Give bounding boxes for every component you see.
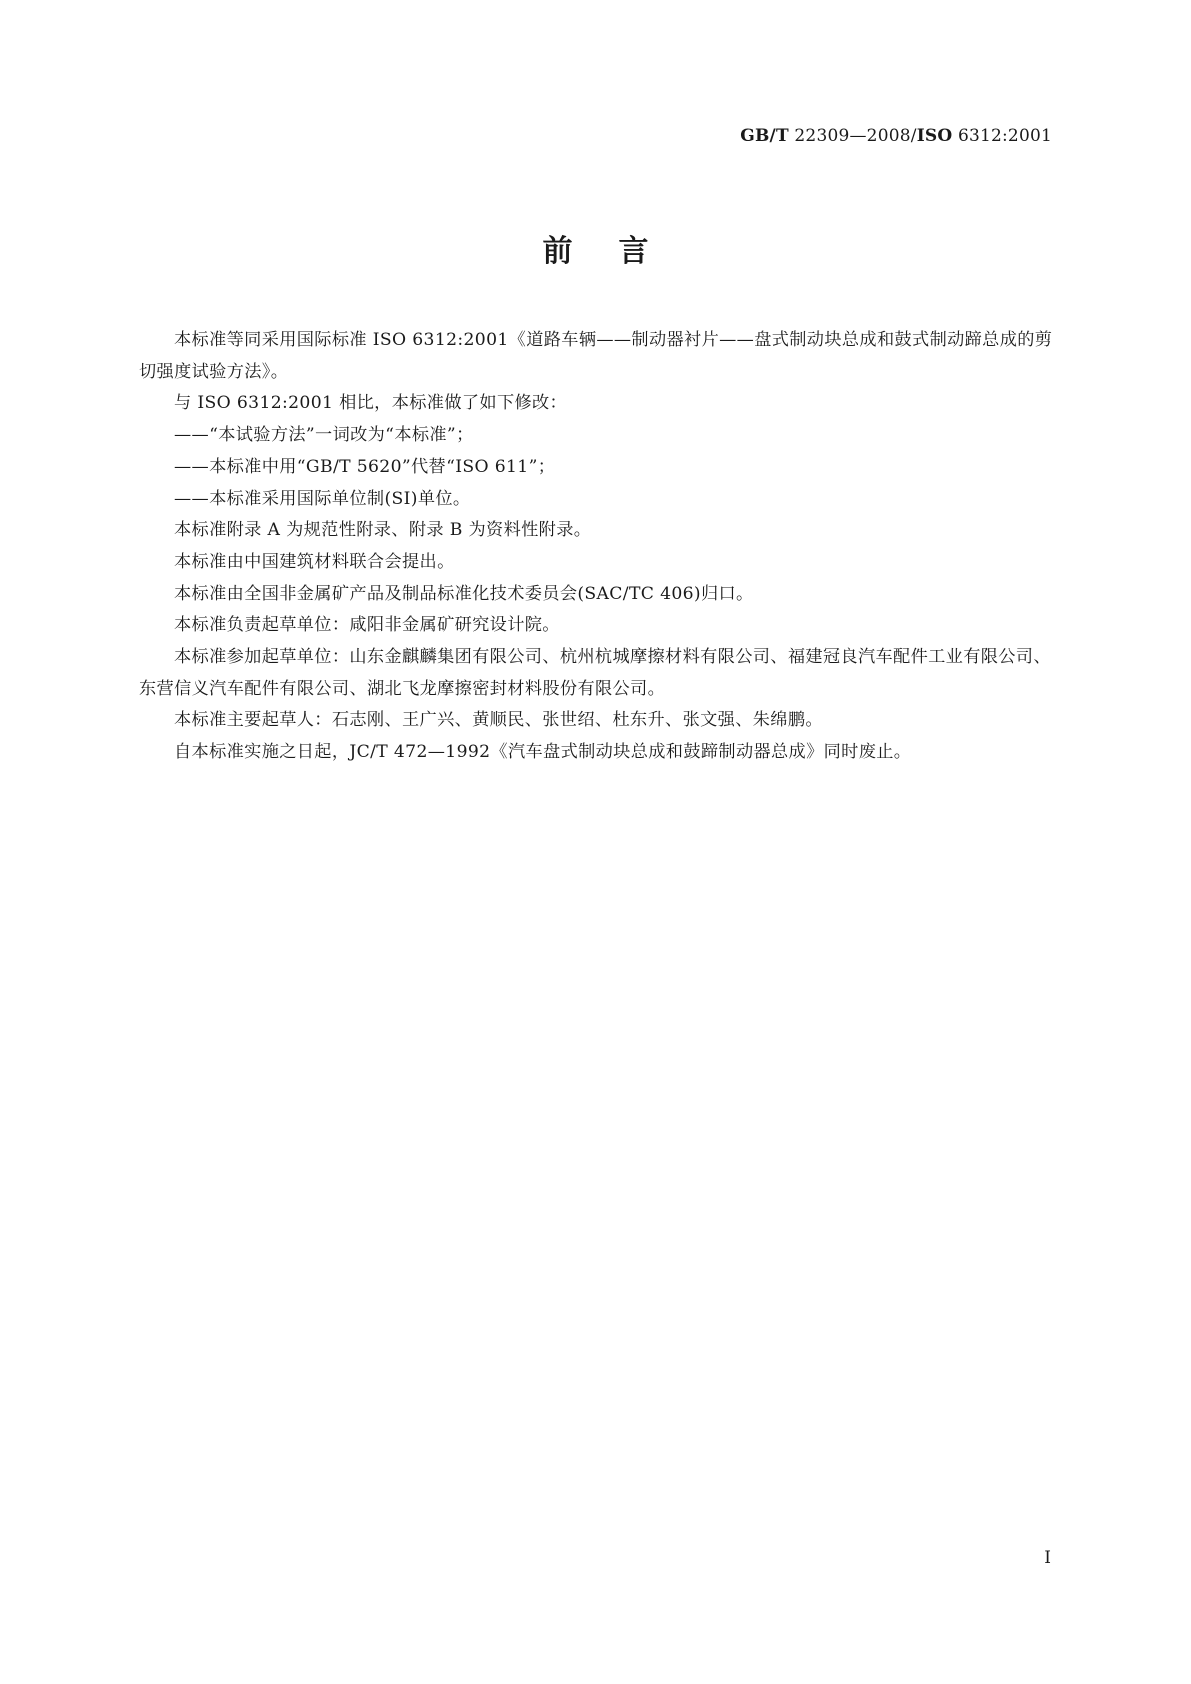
paragraph-proposer: 本标准由中国建筑材料联合会提出。 [174,551,455,572]
paragraph-annexes: 本标准附录 A 为规范性附录、附录 B 为资料性附录。 [174,520,592,541]
std-prefix: GB/T [740,126,789,146]
paragraph-adoption: 本标准等同采用国际标准 ISO 6312:2001《道路车辆——制动器衬片——盘式制动块总成和鼓式制动蹄总成的剪切强度试验方法》。 [139,330,1053,382]
paragraph-supersession: 自本标准实施之日起，JC/T 472—1992《汽车盘式制动块总成和鼓蹄制动器总成》同时废止。 [174,742,912,763]
paragraph-technical-committee: 本标准由全国非金属矿产品及制品标准化技术委员会(SAC/TC 406)归口。 [174,583,754,604]
list-item-modification: ——本标准采用国际单位制(SI)单位。 [174,488,471,509]
page-title: 前言 [542,234,695,269]
paragraph-participating-drafters: 本标准参加起草单位：山东金麒麟集团有限公司、杭州杭城摩擦材料有限公司、福建冠良汽车配件工业有限公司、东营信义汽车配件有限公司、湖北飞龙摩擦密封材料股份有限公司。 [139,647,1051,699]
list-item-modification: ——“本试验方法”一词改为“本标准”； [174,425,474,446]
std-number: 22309—2008/ [794,126,917,146]
iso-number: 6312:2001 [957,126,1052,146]
paragraph-modifications-intro: 与 ISO 6312:2001 相比，本标准做了如下修改： [174,393,568,414]
foreword-body [139,325,1057,769]
list-item-modification: ——本标准中用“GB/T 5620”代替“ISO 611”； [174,456,556,477]
standard-number-header [740,126,1052,146]
paragraph-lead-drafter: 本标准负责起草单位：咸阳非金属矿研究设计院。 [174,615,560,636]
page-number: I [1044,1548,1051,1568]
iso-prefix: ISO [916,126,953,146]
paragraph-main-authors: 本标准主要起草人：石志刚、王广兴、黄顺民、张世绍、杜东升、张文强、朱绵鹏。 [174,710,823,731]
